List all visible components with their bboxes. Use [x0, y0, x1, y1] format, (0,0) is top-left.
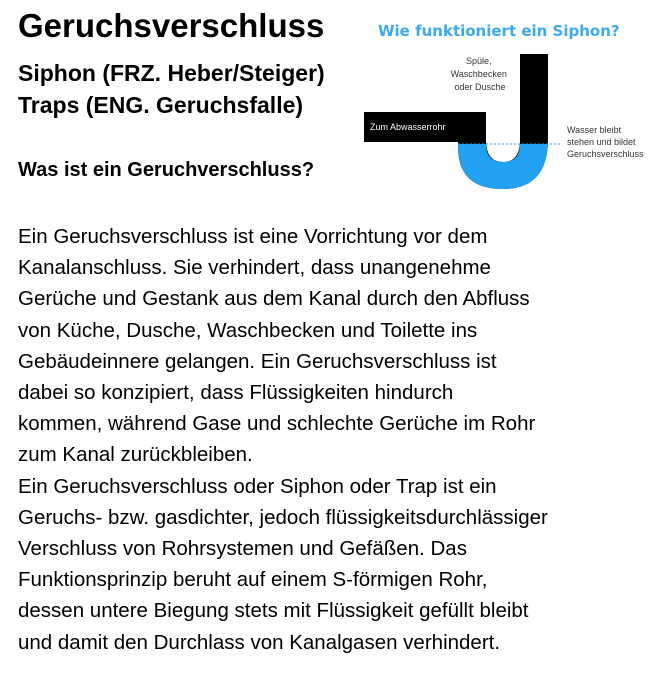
- body-line: Ein Geruchsverschluss oder Siphon oder Trap ist ein: [18, 474, 497, 498]
- inlet-label-line: Spüle,: [465, 56, 492, 66]
- siphon-diagram: [362, 16, 662, 191]
- section-question: Was ist ein Geruchverschluss?: [18, 159, 315, 181]
- body-line: zum Kanal zurückbleiben.: [18, 443, 253, 467]
- body-line: Gebäudeinnere gelangen. Ein Geruchsverschluss ist: [18, 349, 497, 373]
- page-title: Geruchsverschluss: [18, 7, 325, 44]
- water-label-line: Wasser bleibt: [567, 125, 622, 135]
- body-line: kommen, während Gase und schlechte Gerüche im Rohr: [18, 412, 536, 436]
- body-line: Funktionsprinzip beruht auf einem S-förmigen Rohr,: [18, 568, 488, 592]
- body-line: Ein Geruchsverschluss ist eine Vorrichtung vor dem: [18, 225, 488, 248]
- drain-pipe-label: Zum Abwasserrohr: [370, 122, 446, 132]
- subtitle-siphon: Siphon (FRZ. Heber/Steiger): [18, 60, 325, 86]
- inlet-label: [451, 56, 510, 92]
- body-line: Kanalanschluss. Sie verhindert, dass unangenehme: [18, 256, 491, 280]
- siphon-diagram-svg: [362, 16, 662, 191]
- water-seal-label: [567, 125, 644, 159]
- body-line: und damit den Durchlass von Kanalgasen verhindert.: [18, 630, 501, 654]
- body-line: Verschluss von Rohrsystemen und Gefäßen. Das: [18, 537, 467, 561]
- subtitle-traps: Traps (ENG. Geruchsfalle): [18, 92, 304, 118]
- water-label-line: Geruchsverschluss: [567, 149, 644, 159]
- body-paragraph: [18, 221, 658, 658]
- body-line: dabei so konzipiert, dass Flüssigkeiten hindurch: [18, 381, 454, 405]
- inlet-label-line: Waschbecken: [450, 69, 507, 79]
- body-line: Gerüche und Gestank aus dem Kanal durch den Abfluss: [18, 287, 530, 311]
- inlet-label-line: oder Dusche: [454, 82, 506, 92]
- body-line: Geruchs- bzw. gasdichter, jedoch flüssigkeitsdurchlässiger: [18, 505, 548, 529]
- body-line: dessen untere Biegung stets mit Flüssigkeit gefüllt bleibt: [18, 599, 529, 623]
- body-line: von Küche, Dusche, Waschbecken und Toilette ins: [18, 318, 478, 342]
- water-seal: [458, 139, 548, 189]
- water-label-line: stehen und bildet: [567, 137, 636, 147]
- diagram-title: Wie funktioniert ein Siphon?: [378, 22, 620, 40]
